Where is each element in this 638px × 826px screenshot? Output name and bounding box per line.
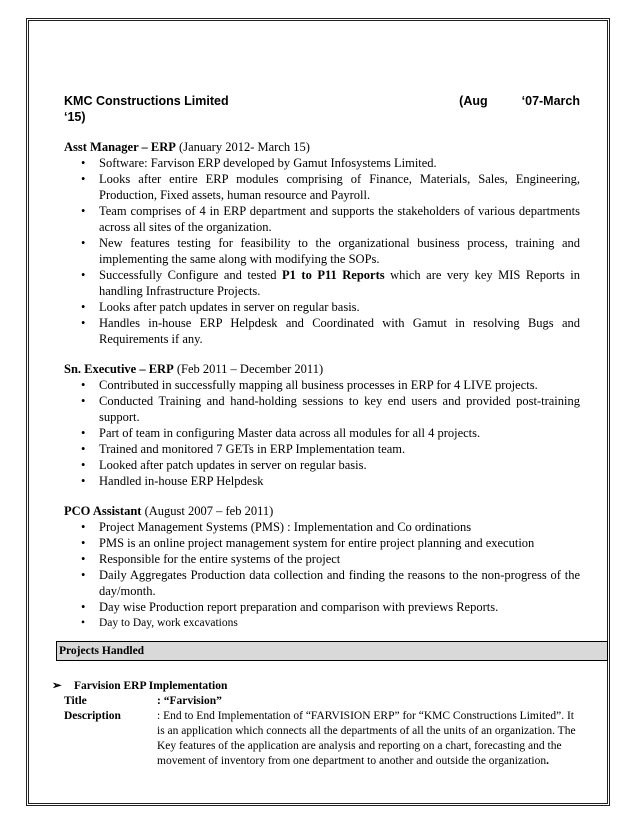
list-item: • Contributed in successfully mapping all business processes in ERP for 4 LIVE projects. [99,377,580,393]
list-item: • Looks after entire ERP modules comprising of Finance, Materials, Sales, Engineering, Production, Fixed assets, human resource and Payroll. [99,171,580,203]
list-item: • PMS is an online project management system for entire project planning and execution [99,535,580,551]
project-description-value [157,709,580,769]
role-asst-manager [64,139,580,155]
company-name: KMC Constructions Limited [64,94,229,108]
role-title: Asst Manager – ERP [64,140,176,154]
company-dates-continued: ‘15) [64,110,86,124]
project-description-label: Description [64,710,121,722]
role-title: Sn. Executive – ERP [64,362,174,376]
list-item: • Day to Day, work excavations [99,615,580,631]
page-border [26,18,610,806]
list-item: • Handled in-house ERP Helpdesk [99,473,580,489]
project-description-end: . [546,755,549,767]
project-heading [52,679,580,694]
role-bullets [64,155,580,347]
project-name: Farvision ERP Implementation [74,680,228,692]
company-dates-start: (Aug [459,94,488,108]
bullet-text: handling Infrastructure Projects. [99,284,261,298]
bullet-bold-text: P1 to P11 Reports [282,268,385,282]
list-item: • Conducted Training and hand-holding sessions to key end users and provided post-training support. [99,393,580,425]
role-title: PCO Assistant [64,504,142,518]
list-item: • Team comprises of 4 in ERP department and supports the stakeholders of various departments across all sites of the organization. [99,203,580,235]
company-dates-end: ‘07-March [521,94,580,108]
role-bullets [64,519,580,631]
project-title-row [64,694,580,709]
list-item: • Trained and monitored 7 GETs in ERP Implementation team. [99,441,580,457]
list-item: • Handles in-house ERP Helpdesk and Coordinated with Gamut in resolving Bugs and Requirements if any. [99,315,580,347]
project-block [52,679,580,769]
list-item: • Daily Aggregates Production data collection and finding the reasons to the non-progress of the day/month. [99,567,580,599]
list-item: • Looks after patch updates in server on regular basis. [99,299,580,315]
list-item: • Looked after patch updates in server on regular basis. [99,457,580,473]
role-period: (January 2012- March 15) [175,140,310,154]
role-period: (Feb 2011 – December 2011) [173,362,324,376]
list-item: • Software: Farvison ERP developed by Gamut Infosystems Limited. [99,155,580,171]
company-dates [459,93,580,109]
list-item [99,267,580,299]
project-title-value: : “Farvision” [157,695,222,707]
list-item: • Responsible for the entire systems of the project [99,551,580,567]
list-item: • Project Management Systems (PMS) : Implementation and Co ordinations [99,519,580,535]
project-title-label: Title [64,695,87,707]
list-item: • New features testing for feasibility to the organizational business process, training and implementing the same along with modifying the SOPs. [99,235,580,267]
role-bullets [64,377,580,489]
bullet-text: Successfully Configure and tested [99,268,283,282]
section-header-projects: Projects Handled [56,641,608,661]
company-header [64,93,580,109]
role-pco-assistant [64,503,580,519]
list-item: • Day wise Production report preparation and comparison with previews Reports. [99,599,580,615]
list-item: • Part of team in configuring Master data across all modules for all 4 projects. [99,425,580,441]
project-description-row [64,709,580,769]
project-description-text: : End to End Implementation of “FARVISION ERP” for “KMC Constructions Limited”. It is an application which connects all the departments of all the units of an organization. The Key features of the application are analysis and reporting on a chart, forecasting and the movement of inventory from one department to another and outside the organization [157,710,576,767]
resume-content [52,93,580,769]
bullet-text: which are very key MIS Reports in [384,268,580,282]
arrow-bullet-icon: ➢ [52,680,62,692]
role-sn-executive [64,361,580,377]
role-period: (August 2007 – feb 2011) [141,504,274,518]
